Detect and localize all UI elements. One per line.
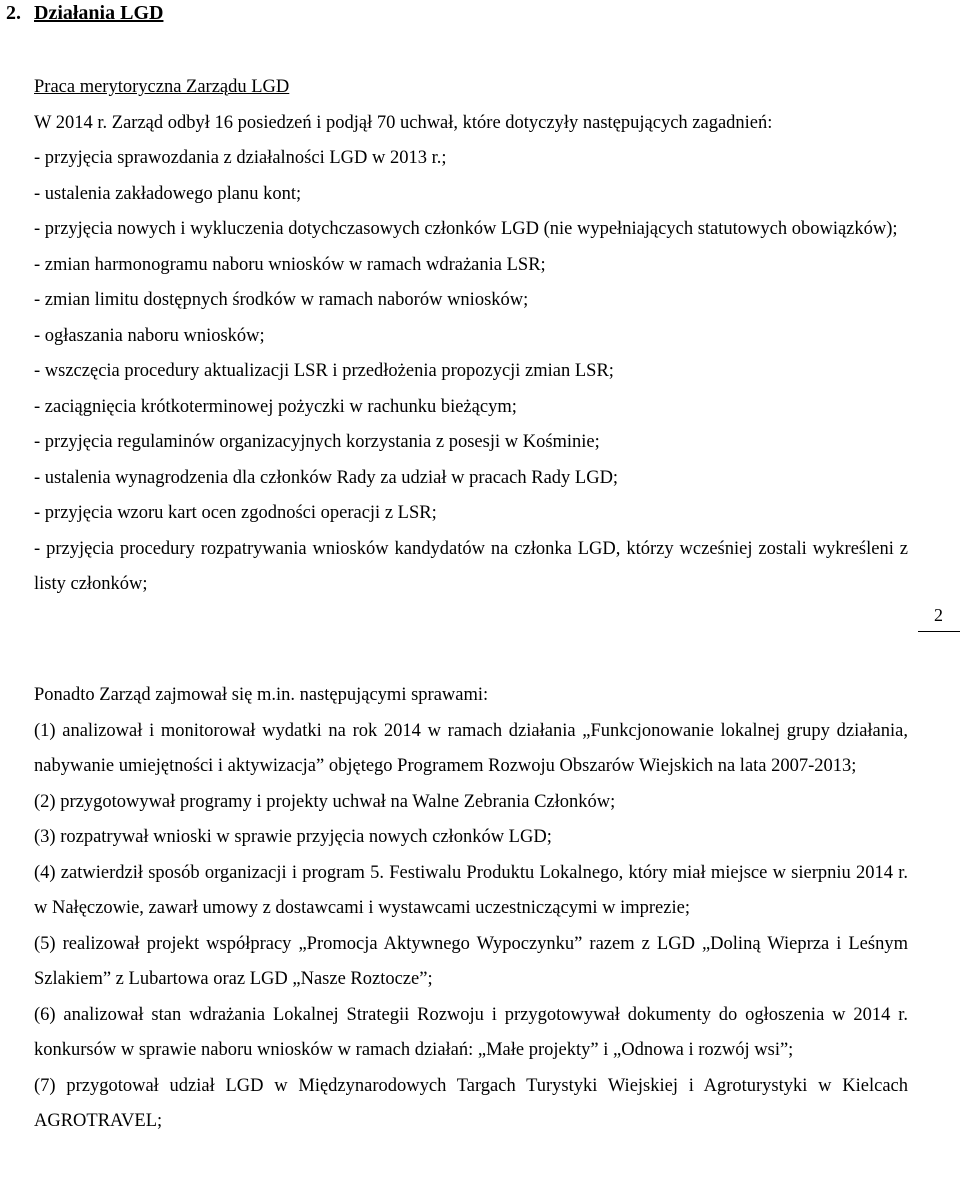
list-item: - przyjęcia procedury rozpatrywania wniosków kandydatów na członka LGD, którzy wcześniej zostali wykreśleni z listy członków; <box>34 538 908 594</box>
list-item: - przyjęcia regulaminów organizacyjnych korzystania z posesji w Kośminie; <box>34 432 600 452</box>
board-work-intro: W 2014 r. Zarząd odbył 16 posiedzeń i podjął 70 uchwał, które dotyczyły następujących zagadnień: <box>34 112 773 133</box>
other-matters-intro: Ponadto Zarząd zajmował się m.in. następującymi sprawami: <box>34 685 489 705</box>
list-item: (2) przygotowywał programy i projekty uchwał na Walne Zebrania Członków; <box>34 791 616 812</box>
section-number: 2. <box>6 2 21 24</box>
board-work-subtitle: Praca merytoryczna Zarządu LGD <box>34 77 290 97</box>
section-heading <box>6 1 163 25</box>
list-item: (7) przygotował udział LGD w Międzynarodowych Targach Turystyki Wiejskiej i Agroturystyki w Kielcach AGROTRAVEL; <box>34 1075 908 1131</box>
list-item: (6) analizował stan wdrażania Lokalnej Strategii Rozwoju i przygotowywał dokumenty do ogłoszenia w 2014 r. konkursów w sprawie naboru wniosków w ramach działań: „Małe projekty” i „Odnowa i rozwój wsi”; <box>34 1004 908 1060</box>
list-item: (1) analizował i monitorował wydatki na rok 2014 w ramach działania „Funkcjonowanie lokalnej grupy działania, nabywanie umiejętności i aktywizacja” objętego Programem Rozwoju Obszarów Wiejskich na lata 2007-2013; <box>34 720 908 776</box>
board-work-section <box>34 70 908 603</box>
list-item: (5) realizował projekt współpracy „Promocja Aktywnego Wypoczynku” razem z LGD „Doliną Wieprza i Leśnym Szlakiem” z Lubartowa oraz LGD „Nasze Roztocze”; <box>34 933 908 989</box>
list-item: - ogłaszania naboru wniosków; <box>34 325 265 346</box>
list-item: - przyjęcia nowych i wykluczenia dotychczasowych członków LGD (nie wypełniających statutowych obowiązków); <box>34 219 898 239</box>
list-item: - przyjęcia wzoru kart ocen zgodności operacji z LSR; <box>34 503 437 523</box>
list-item: - zmian harmonogramu naboru wniosków w ramach wdrażania LSR; <box>34 254 546 275</box>
list-item: - wszczęcia procedury aktualizacji LSR i przedłożenia propozycji zmian LSR; <box>34 361 614 381</box>
section-title: Działania LGD <box>34 2 164 24</box>
list-item: - przyjęcia sprawozdania z działalności LGD w 2013 r.; <box>34 148 447 168</box>
other-matters-section <box>34 678 908 1140</box>
list-item: - ustalenia zakładowego planu kont; <box>34 183 302 204</box>
list-item: - zmian limitu dostępnych środków w ramach naborów wniosków; <box>34 290 529 310</box>
list-item: - ustalenia wynagrodzenia dla członków Rady za udział w pracach Rady LGD; <box>34 467 619 488</box>
list-item: - zaciągnięcia krótkoterminowej pożyczki w rachunku bieżącym; <box>34 396 517 417</box>
list-item: (4) zatwierdził sposób organizacji i program 5. Festiwalu Produktu Lokalnego, który miał miejsce w sierpniu 2014 r. w Nałęczowie, zawarł umowy z dostawcami i wystawcami uczestniczącymi w imprezie; <box>34 862 908 918</box>
page-number: 2 <box>918 603 960 632</box>
list-item: (3) rozpatrywał wnioski w sprawie przyjęcia nowych członków LGD; <box>34 827 552 847</box>
